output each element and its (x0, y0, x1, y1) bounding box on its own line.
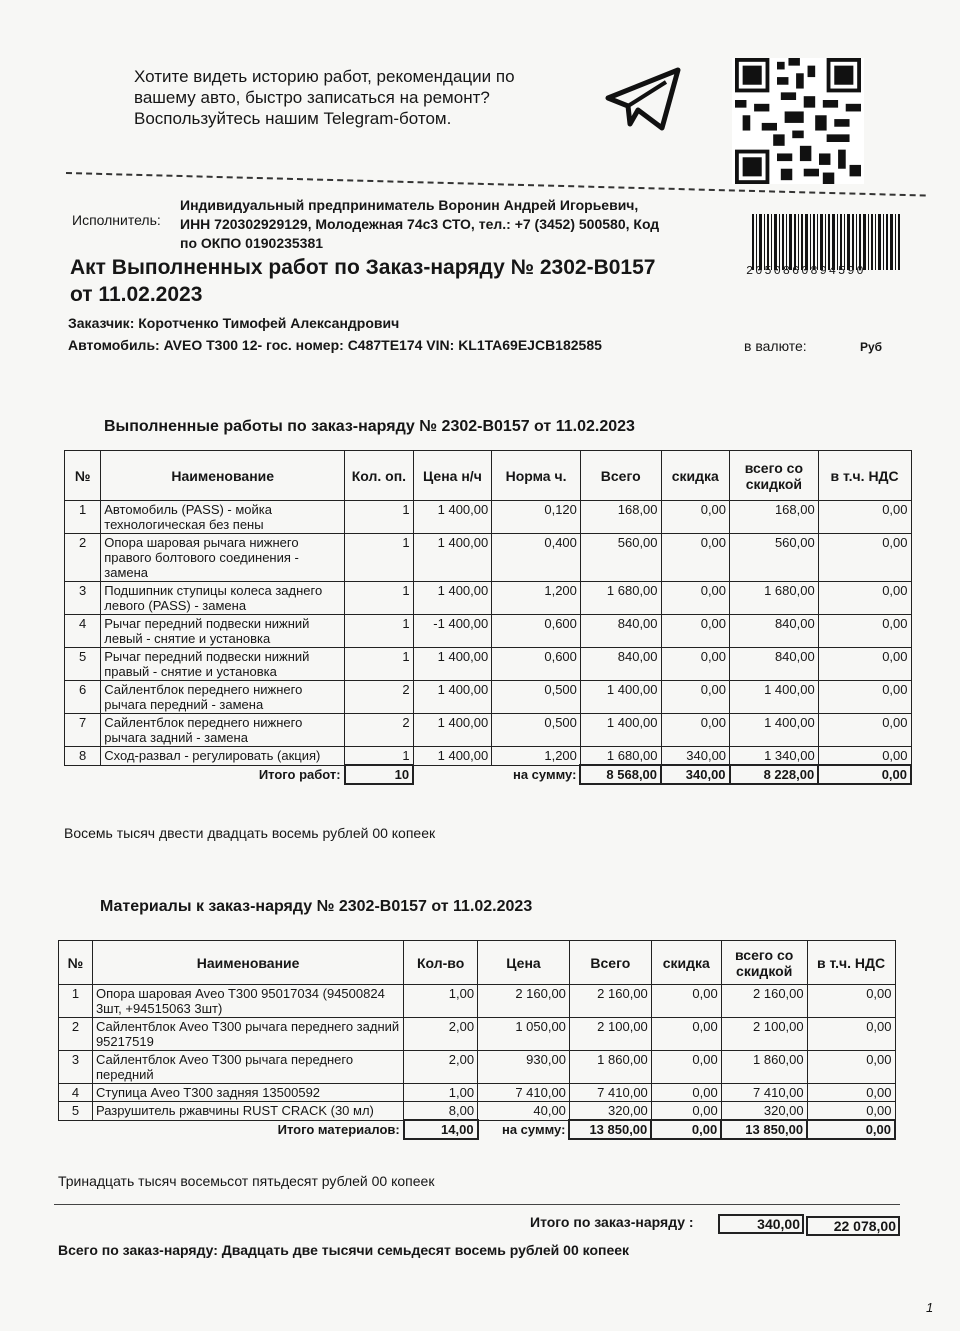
executor-line-1: Индивидуальный предприниматель Воронин Андрей Игорьевич, (180, 197, 639, 213)
works-cell-name: Подшипник ступицы колеса заднего левого (PASS) - замена (101, 582, 345, 615)
works-cell-disc: 0,00 (661, 501, 730, 534)
works-row (65, 582, 912, 615)
currency-label: в валюте: (744, 338, 807, 354)
works-cell-name: Опора шаровая рычага нижнего правого болтового соединения - замена (101, 534, 345, 582)
materials-sum-label: на сумму: (501, 1121, 566, 1137)
works-cell-disc: 0,00 (661, 648, 730, 681)
works-cell-name: Рычаг передний подвески нижний правый - снятие и установка (101, 648, 345, 681)
works-cell-price: 1 400,00 (413, 747, 492, 766)
materials-header-row (59, 941, 896, 985)
works-row (65, 681, 912, 714)
materials-row (59, 1084, 896, 1102)
works-cell-name: Сайлентблок переднего нижнего рычага передний - замена (101, 681, 345, 714)
materials-cell-total_disc: 320,00 (721, 1102, 807, 1121)
works-cell-disc: 0,00 (661, 714, 730, 747)
works-cell-price: 1 400,00 (413, 648, 492, 681)
works-cell-n: 5 (65, 648, 101, 681)
works-table (64, 450, 912, 785)
currency-value: Руб (860, 340, 883, 354)
works-cell-qty: 1 (345, 615, 414, 648)
works-cell-total: 1 680,00 (580, 582, 661, 615)
works-cell-total: 840,00 (580, 615, 661, 648)
works-col-total: Всего (580, 451, 661, 501)
materials-cell-vat: 0,00 (807, 985, 895, 1018)
materials-cell-name: Ступица Aveo T300 задняя 13500592 (92, 1084, 403, 1102)
works-col-qty: Кол. оп. (345, 451, 414, 501)
works-cell-total_disc: 840,00 (730, 615, 819, 648)
works-total-row (65, 765, 912, 784)
materials-cell-total_disc: 2 100,00 (721, 1018, 807, 1051)
works-cell-qty: 1 (345, 534, 414, 582)
works-cell-disc: 340,00 (661, 747, 730, 766)
works-cell-total_disc: 1 400,00 (730, 681, 819, 714)
materials-cell-n: 2 (59, 1018, 93, 1051)
materials-cell-vat: 0,00 (807, 1051, 895, 1084)
materials-cell-qty: 1,00 (404, 1084, 478, 1102)
works-cell-total: 560,00 (580, 534, 661, 582)
works-sum-vat: 0,00 (818, 765, 911, 784)
works-header-row (65, 451, 912, 501)
works-row (65, 747, 912, 766)
materials-cell-disc: 0,00 (651, 1102, 721, 1121)
works-cell-vat: 0,00 (818, 534, 911, 582)
telegram-icon (604, 64, 684, 134)
works-col-vat: в т.ч. НДС (818, 451, 911, 501)
works-col-total-disc: всего со скидкой (730, 451, 819, 501)
materials-cell-price: 1 050,00 (478, 1018, 570, 1051)
qr-code-icon (732, 58, 864, 184)
works-cell-price: -1 400,00 (413, 615, 492, 648)
materials-cell-name: Сайлентблок Aveo T300 рычага переднего передний (92, 1051, 403, 1084)
executor-line-3: по ОКПО 0190235381 (180, 235, 324, 251)
works-cell-n: 7 (65, 714, 101, 747)
works-cell-vat: 0,00 (818, 714, 911, 747)
materials-row (59, 1018, 896, 1051)
works-cell-disc: 0,00 (661, 615, 730, 648)
works-cell-price: 1 400,00 (413, 582, 492, 615)
materials-cell-total_disc: 2 160,00 (721, 985, 807, 1018)
telegram-promo (134, 66, 604, 129)
materials-cell-qty: 1,00 (404, 985, 478, 1018)
works-sum-label: на сумму: (512, 766, 577, 782)
materials-cell-n: 5 (59, 1102, 93, 1121)
works-cell-name: Сход-развал - регулировать (акция) (101, 747, 345, 766)
works-cell-price: 1 400,00 (413, 501, 492, 534)
materials-cell-price: 2 160,00 (478, 985, 570, 1018)
works-cell-total: 168,00 (580, 501, 661, 534)
materials-col-n: № (59, 941, 93, 985)
works-cell-vat: 0,00 (818, 501, 911, 534)
materials-cell-disc: 0,00 (651, 1051, 721, 1084)
grand-total-value: 22 078,00 (806, 1216, 900, 1236)
barcode-number: 2050860894590 (746, 264, 866, 278)
materials-title: Материалы к заказ-наряду № 2302-B0157 от 11.02.2023 (100, 898, 533, 915)
materials-cell-total: 320,00 (569, 1102, 651, 1121)
materials-cell-n: 1 (59, 985, 93, 1018)
works-cell-norm: 0,500 (492, 714, 581, 747)
works-sum-total: 8 568,00 (580, 765, 661, 784)
materials-col-qty: Кол-во (404, 941, 478, 985)
materials-row (59, 1051, 896, 1084)
materials-cell-qty: 2,00 (404, 1051, 478, 1084)
materials-col-total-disc: всего со скидкой (721, 941, 807, 985)
works-total-qty: 10 (345, 765, 414, 784)
barcode-icon (752, 214, 902, 270)
works-row (65, 714, 912, 747)
works-cell-n: 6 (65, 681, 101, 714)
materials-cell-qty: 8,00 (404, 1102, 478, 1121)
page-number: 1 (926, 1300, 934, 1315)
works-sum-words: Восемь тысяч двести двадцать восемь рублей 00 копеек (64, 825, 436, 841)
works-col-price: Цена н/ч (413, 451, 492, 501)
grand-total-discount: 340,00 (718, 1214, 804, 1234)
works-cell-name: Рычаг передний подвески нижний левый - снятие и установка (101, 615, 345, 648)
works-cell-n: 1 (65, 501, 101, 534)
promo-line-2: вашему авто, быстро записаться на ремонт? (134, 88, 490, 107)
works-row (65, 501, 912, 534)
works-row (65, 615, 912, 648)
works-cell-vat: 0,00 (818, 615, 911, 648)
works-cell-name: Сайлентблок переднего нижнего рычага задний - замена (101, 714, 345, 747)
works-cell-n: 8 (65, 747, 101, 766)
materials-cell-disc: 0,00 (651, 1084, 721, 1102)
works-cell-norm: 0,120 (492, 501, 581, 534)
customer-name: Заказчик: Коротченко Тимофей Александрович (68, 315, 400, 331)
materials-cell-disc: 0,00 (651, 985, 721, 1018)
grand-total-divider (54, 1204, 900, 1205)
materials-table (58, 940, 896, 1140)
materials-cell-vat: 0,00 (807, 1084, 895, 1102)
works-row (65, 534, 912, 582)
materials-sum-total: 13 850,00 (569, 1120, 651, 1139)
works-row (65, 648, 912, 681)
grand-total-words: Всего по заказ-наряду: Двадцать две тысячи семьдесят восемь рублей 00 копеек (58, 1242, 630, 1258)
materials-row (59, 1102, 896, 1121)
materials-cell-disc: 0,00 (651, 1018, 721, 1051)
act-title-line-1: Акт Выполненных работ по Заказ-наряду № 2302-B0157 (70, 256, 656, 279)
works-cell-vat: 0,00 (818, 582, 911, 615)
materials-total-label: Итого материалов: (277, 1121, 400, 1137)
materials-cell-price: 7 410,00 (478, 1084, 570, 1102)
materials-col-disc: скидка (651, 941, 721, 985)
materials-cell-name: Сайлентблок Aveo T300 рычага переднего задний 95217519 (92, 1018, 403, 1051)
works-cell-qty: 2 (345, 681, 414, 714)
materials-sum-disc: 0,00 (651, 1120, 721, 1139)
materials-col-price: Цена (478, 941, 570, 985)
works-cell-norm: 0,500 (492, 681, 581, 714)
materials-cell-total: 1 860,00 (569, 1051, 651, 1084)
materials-cell-n: 4 (59, 1084, 93, 1102)
works-cell-qty: 2 (345, 714, 414, 747)
car-info: Автомобиль: AVEO T300 12- гос. номер: С487ТЕ174 VIN: KL1TA69EJCB182585 (68, 337, 602, 353)
promo-line-1: Хотите видеть историю работ, рекомендации по (134, 67, 515, 86)
executor-label: Исполнитель: (72, 212, 161, 228)
works-col-norm: Норма ч. (492, 451, 581, 501)
works-cell-name: Автомобиль (PASS) - мойка технологическая без пены (101, 501, 345, 534)
materials-row (59, 985, 896, 1018)
materials-cell-vat: 0,00 (807, 1018, 895, 1051)
works-cell-norm: 0,400 (492, 534, 581, 582)
materials-col-name: Наименование (92, 941, 403, 985)
materials-col-vat: в т.ч. НДС (807, 941, 895, 985)
works-sum-disc: 340,00 (661, 765, 730, 784)
works-col-name: Наименование (101, 451, 345, 501)
materials-cell-total: 7 410,00 (569, 1084, 651, 1102)
works-cell-disc: 0,00 (661, 681, 730, 714)
works-cell-norm: 0,600 (492, 615, 581, 648)
materials-cell-qty: 2,00 (404, 1018, 478, 1051)
works-cell-norm: 1,200 (492, 582, 581, 615)
works-cell-n: 3 (65, 582, 101, 615)
materials-cell-price: 930,00 (478, 1051, 570, 1084)
works-cell-n: 2 (65, 534, 101, 582)
promo-line-3: Воспользуйтесь нашим Telegram-ботом. (134, 109, 452, 128)
works-cell-n: 4 (65, 615, 101, 648)
works-cell-total_disc: 840,00 (730, 648, 819, 681)
executor-details (180, 196, 740, 253)
works-cell-total_disc: 1 340,00 (730, 747, 819, 766)
executor-line-2: ИНН 720302929129, Молодежная 74с3 СТО, тел.: +7 (3452) 500580, Код (180, 216, 660, 232)
works-cell-vat: 0,00 (818, 648, 911, 681)
works-cell-price: 1 400,00 (413, 681, 492, 714)
customer-block (68, 312, 602, 356)
works-cell-price: 1 400,00 (413, 714, 492, 747)
works-cell-qty: 1 (345, 582, 414, 615)
materials-cell-n: 3 (59, 1051, 93, 1084)
works-total-label: Итого работ: (258, 766, 341, 782)
materials-col-total: Всего (569, 941, 651, 985)
works-cell-qty: 1 (345, 501, 414, 534)
works-sum-total-disc: 8 228,00 (730, 765, 819, 784)
works-cell-price: 1 400,00 (413, 534, 492, 582)
works-cell-total: 1 400,00 (580, 714, 661, 747)
materials-cell-total_disc: 1 860,00 (721, 1051, 807, 1084)
materials-cell-vat: 0,00 (807, 1102, 895, 1121)
works-col-disc: скидка (661, 451, 730, 501)
works-cell-total_disc: 1 680,00 (730, 582, 819, 615)
grand-total-label: Итого по заказ-наряду : (530, 1214, 694, 1230)
works-cell-total_disc: 1 400,00 (730, 714, 819, 747)
works-cell-disc: 0,00 (661, 582, 730, 615)
works-cell-vat: 0,00 (818, 747, 911, 766)
materials-sum-vat: 0,00 (807, 1120, 895, 1139)
works-cell-norm: 1,200 (492, 747, 581, 766)
works-cell-norm: 0,600 (492, 648, 581, 681)
materials-cell-name: Опора шаровая Aveo T300 95017034 (94500824 3шт, +94515063 3шт) (92, 985, 403, 1018)
works-cell-total_disc: 168,00 (730, 501, 819, 534)
works-cell-total: 1 400,00 (580, 681, 661, 714)
works-cell-disc: 0,00 (661, 534, 730, 582)
act-title-line-2: от 11.02.2023 (70, 283, 203, 306)
materials-cell-price: 40,00 (478, 1102, 570, 1121)
works-cell-total: 1 680,00 (580, 747, 661, 766)
act-title (70, 254, 750, 308)
materials-cell-total: 2 160,00 (569, 985, 651, 1018)
materials-cell-total: 2 100,00 (569, 1018, 651, 1051)
works-cell-qty: 1 (345, 648, 414, 681)
materials-sum-total-disc: 13 850,00 (721, 1120, 807, 1139)
works-title: Выполненные работы по заказ-наряду № 2302-B0157 от 11.02.2023 (104, 418, 635, 435)
works-cell-total: 840,00 (580, 648, 661, 681)
materials-total-qty: 14,00 (404, 1120, 478, 1139)
materials-total-row (59, 1120, 896, 1139)
works-cell-total_disc: 560,00 (730, 534, 819, 582)
materials-cell-name: Разрушитель ржавчины RUST CRACK (30 мл) (92, 1102, 403, 1121)
materials-cell-total_disc: 7 410,00 (721, 1084, 807, 1102)
materials-sum-words: Тринадцать тысяч восемьсот пятьдесят рублей 00 копеек (58, 1173, 435, 1189)
works-cell-qty: 1 (345, 747, 414, 766)
works-cell-vat: 0,00 (818, 681, 911, 714)
works-col-n: № (65, 451, 101, 501)
